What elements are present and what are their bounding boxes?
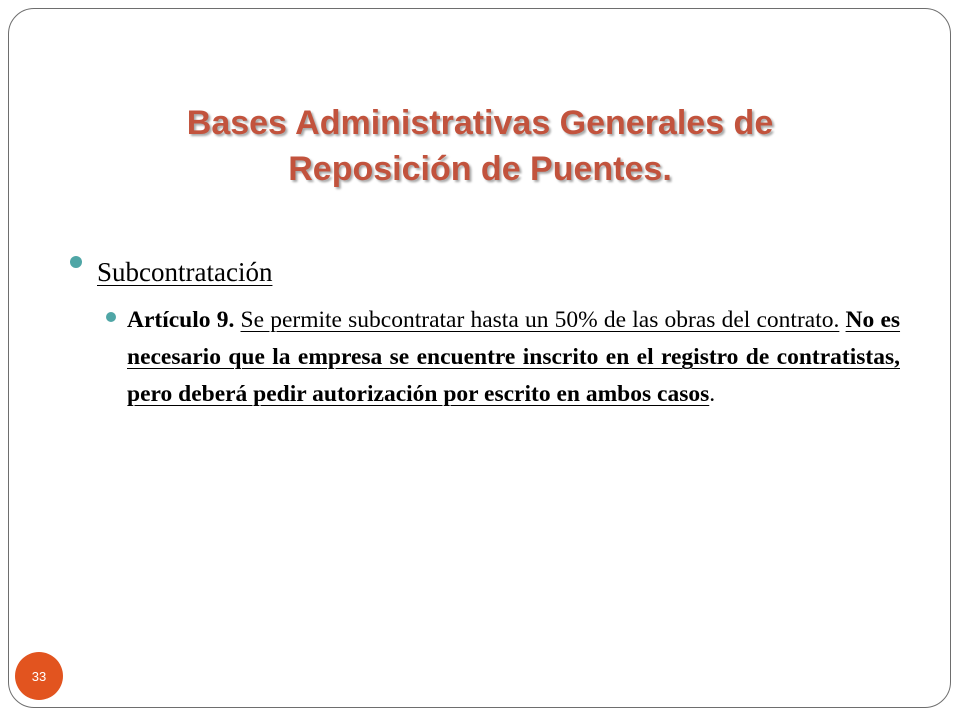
requirement-sentence: No es necesario que la empresa se encuentre inscrito en el registro de contratistas, pero deberá pedir autorización por escrito en ambos casos xyxy=(127,307,901,407)
sub-bullet-dot-icon xyxy=(106,312,116,322)
title-line-2: Reposición de Puentes. xyxy=(288,150,672,188)
permission-sentence: Se permite subcontratar hasta un 50% de las obras del contrato. xyxy=(240,307,840,333)
bullet-dot-icon xyxy=(70,256,82,268)
slide-title xyxy=(0,100,960,192)
title-line-1: Bases Administrativas Generales de xyxy=(186,104,774,142)
article-label: Artículo 9. xyxy=(127,307,235,333)
section-heading: Subcontratación xyxy=(97,257,273,287)
closing-period: . xyxy=(709,381,716,407)
page-number-badge: 33 xyxy=(15,652,63,700)
article-paragraph xyxy=(127,302,900,413)
